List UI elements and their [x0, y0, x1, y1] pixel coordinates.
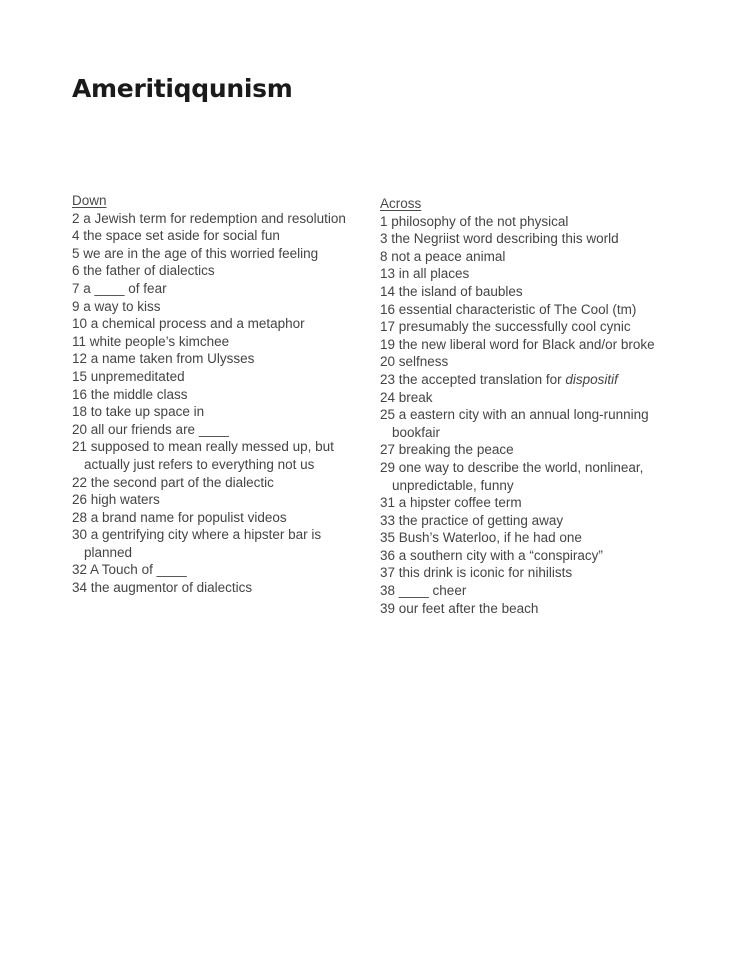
down-clue: 4 the space set aside for social fun — [72, 228, 280, 244]
across-clue: 29 one way to describe the world, nonlinear, unpredictable, funny — [380, 459, 644, 493]
across-clue: 31 a hipster coffee term — [380, 495, 522, 511]
down-clue: 12 a name taken from Ulysses — [72, 351, 255, 367]
down-clue: 22 the second part of the dialectic — [72, 474, 274, 490]
down-clue: 28 a brand name for populist videos — [72, 509, 287, 525]
down-clue: 2 a Jewish term for redemption and resolution — [72, 210, 346, 226]
down-clue: 20 all our friends are ____ — [72, 421, 229, 437]
across-clue: 8 not a peace animal — [380, 248, 506, 264]
down-clue: 15 unpremeditated — [72, 368, 185, 384]
down-clues-column — [72, 192, 364, 597]
page-title: Ameritiqqunism — [72, 74, 293, 103]
down-heading: Down — [72, 193, 107, 208]
down-clue: 18 to take up space in — [72, 404, 205, 420]
across-clue: 35 Bush’s Waterloo, if he had one — [380, 530, 582, 546]
down-clue: 5 we are in the age of this worried feeling — [72, 245, 319, 261]
across-clue-list — [380, 213, 680, 618]
across-clue: 17 presumably the successfully cool cynic — [380, 319, 631, 335]
across-clue: 37 this drink is iconic for nihilists — [380, 565, 573, 581]
across-clue-23 — [380, 371, 680, 389]
down-clue-list — [72, 210, 364, 597]
across-clue: 20 selfness — [380, 354, 449, 370]
across-clue: 14 the island of baubles — [380, 283, 523, 299]
down-clue: 26 high waters — [72, 492, 160, 508]
across-clue: 16 essential characteristic of The Cool (tm) — [380, 301, 637, 317]
down-clue: 32 A Touch of ____ — [72, 562, 187, 578]
down-clue: 9 a way to kiss — [72, 298, 161, 314]
down-clue: 6 the father of dialectics — [72, 263, 215, 279]
across-clue: 33 the practice of getting away — [380, 512, 564, 528]
across-heading: Across — [380, 196, 422, 211]
down-clue: 34 the augmentor of dialectics — [72, 580, 253, 596]
down-clue: 30 a gentrifying city where a hipster bar is planned — [72, 527, 322, 560]
down-clue: 11 white people’s kimchee — [72, 333, 230, 349]
across-clue: 19 the new liberal word for Black and/or broke — [380, 336, 655, 352]
across-clue-23-italic: dispositif — [565, 371, 618, 387]
across-clue: 24 break — [380, 389, 433, 405]
down-clue: 16 the middle class — [72, 386, 188, 402]
down-clue: 21 supposed to mean really messed up, but actually just refers to everything not us — [72, 439, 334, 472]
across-clue: 13 in all places — [380, 266, 470, 282]
down-clue: 7 a ____ of fear — [72, 280, 167, 296]
across-clue: 36 a southern city with a “conspiracy” — [380, 547, 603, 563]
across-clue: 25 a eastern city with an annual long-running bookfair — [380, 407, 649, 440]
across-clue: 38 ____ cheer — [380, 583, 467, 599]
across-clue: 1 philosophy of the not physical — [380, 213, 569, 229]
down-clue: 10 a chemical process and a metaphor — [72, 316, 305, 332]
across-clues-column — [380, 195, 680, 617]
across-clue: 39 our feet after the beach — [380, 600, 539, 616]
across-clue: 3 the Negriist word describing this world — [380, 231, 619, 247]
across-clue: 27 breaking the peace — [380, 442, 514, 458]
across-clue-23-text: 23 the accepted translation for — [380, 371, 566, 387]
